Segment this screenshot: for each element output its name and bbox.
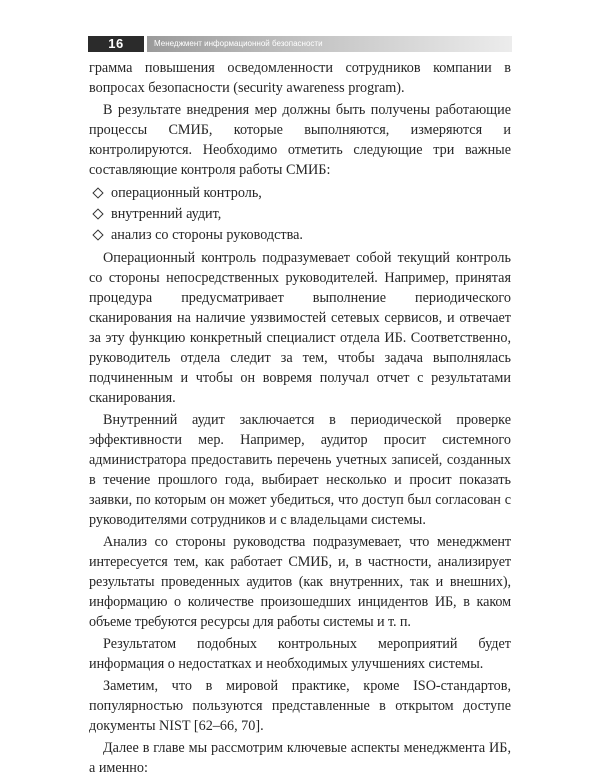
paragraph: грамма повышения осведомленности сотрудников компании в вопросах безопасности (security awareness program). (89, 60, 511, 96)
list-item (89, 224, 511, 245)
list-item (89, 203, 511, 224)
paragraph: Результатом подобных контрольных мероприятий будет информация о недостатках и необходимых улучшениях системы. (89, 636, 511, 672)
running-header (88, 36, 512, 52)
page-number: 16 (88, 36, 144, 52)
paragraph: Далее в главе мы рассмотрим ключевые аспекты менеджмента ИБ, а именно: (89, 740, 511, 776)
running-title: Менеджмент информационной безопасности (147, 36, 512, 52)
list-item-text: внутренний аудит, (111, 205, 222, 222)
list-item (89, 182, 511, 203)
diamond-bullet-icon (92, 187, 103, 198)
page-body (89, 58, 511, 780)
bullet-list (89, 182, 511, 245)
paragraph: Анализ со стороны руководства подразумевает, что менеджмент интересуется тем, как работает СМИБ, и, в частности, анализирует результаты проведенных аудитов (как внутренних, так и внешних), информацию о количестве произошедших инцидентов ИБ, в каком объеме требуются ресурсы для работы системы и т. п. (89, 534, 511, 630)
paragraph: В результате внедрения мер должны быть получены работающие процессы СМИБ, которые выполняются, измеряются и контролируются. Необходимо отметить следующие три важные составляющие контроля работы СМИБ: (89, 102, 511, 178)
paragraph: Операционный контроль подразумевает собой текущий контроль со стороны непосредственных руководителей. Например, принятая процедура предусматривает выполнение периодического сканирования на наличие уязвимостей сетевых сервисов, и отвечает за эту функцию конкретный специалист отдела ИБ. Соответственно, руководитель отдела следит за тем, чтобы задача выполнялась подчиненным и чтобы он вовремя получал отчет с результатами сканирования. (89, 250, 511, 406)
list-item-text: анализ со стороны руководства. (111, 226, 303, 243)
diamond-bullet-icon (92, 208, 103, 219)
paragraph: Внутренний аудит заключается в периодической проверке эффективности мер. Например, аудитор просит системного администратора предоставить перечень учетных записей, созданных в течение прошлого года, выбирает несколько и просит показать заявки, по которым он может убедиться, что доступ был согласован с руководителями сотрудников и с владельцами системы. (89, 412, 511, 528)
list-item-text: операционный контроль, (111, 184, 262, 201)
diamond-bullet-icon (92, 229, 103, 240)
paragraph: Заметим, что в мировой практике, кроме ISO-стандартов, популярностью пользуются представленные в открытом доступе документы NIST [62–66, 70]. (89, 678, 511, 734)
